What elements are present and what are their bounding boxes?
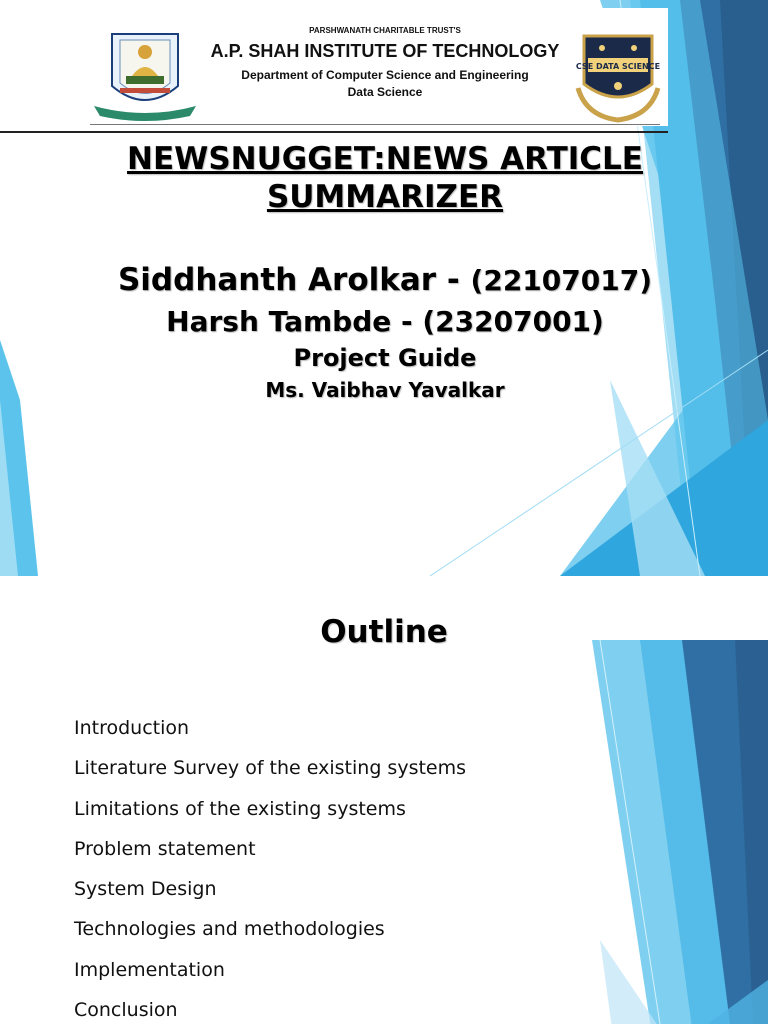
outline-item: Conclusion xyxy=(74,999,178,1022)
cse-data-science-badge xyxy=(572,28,664,124)
project-guide-name: Ms. Vaibhav Yavalkar xyxy=(265,378,505,402)
project-title: NEWSNUGGET:NEWS ARTICLE SUMMARIZER xyxy=(127,141,643,215)
header-divider xyxy=(0,131,668,133)
outline-title: Outline xyxy=(320,614,448,650)
department-name: Department of Computer Science and Engineering xyxy=(241,68,529,82)
outline-item: Literature Survey of the existing systems xyxy=(74,757,467,780)
member-1-id: (22107017) xyxy=(470,264,652,297)
outline-item: Limitations of the existing systems xyxy=(74,797,406,820)
outline-item: Introduction xyxy=(74,717,190,739)
outline-item: Problem statement xyxy=(74,837,256,860)
outline-list xyxy=(74,716,466,1024)
apsit-crest-logo xyxy=(90,28,200,122)
outline-slide xyxy=(0,576,768,1024)
project-guide-label: Project Guide xyxy=(293,344,477,372)
outline-item: Implementation xyxy=(74,958,225,981)
trust-name: PARSHWANATH CHARITABLE TRUST'S xyxy=(309,26,461,35)
institute-header xyxy=(0,8,668,126)
header-thin-divider xyxy=(90,124,660,125)
badge-text: CSE DATA SCIENCE xyxy=(575,62,661,71)
member-1-name: Siddhanth Arolkar - xyxy=(117,262,471,298)
outline-item: Technologies and methodologies xyxy=(74,918,385,941)
member-1 xyxy=(60,262,710,298)
specialization-name: Data Science xyxy=(347,85,423,99)
member-2: Harsh Tambde - (23207001) xyxy=(166,305,604,338)
outline-item: System Design xyxy=(74,878,217,901)
institute-name: A.P. SHAH INSTITUTE OF TECHNOLOGY xyxy=(210,41,560,61)
